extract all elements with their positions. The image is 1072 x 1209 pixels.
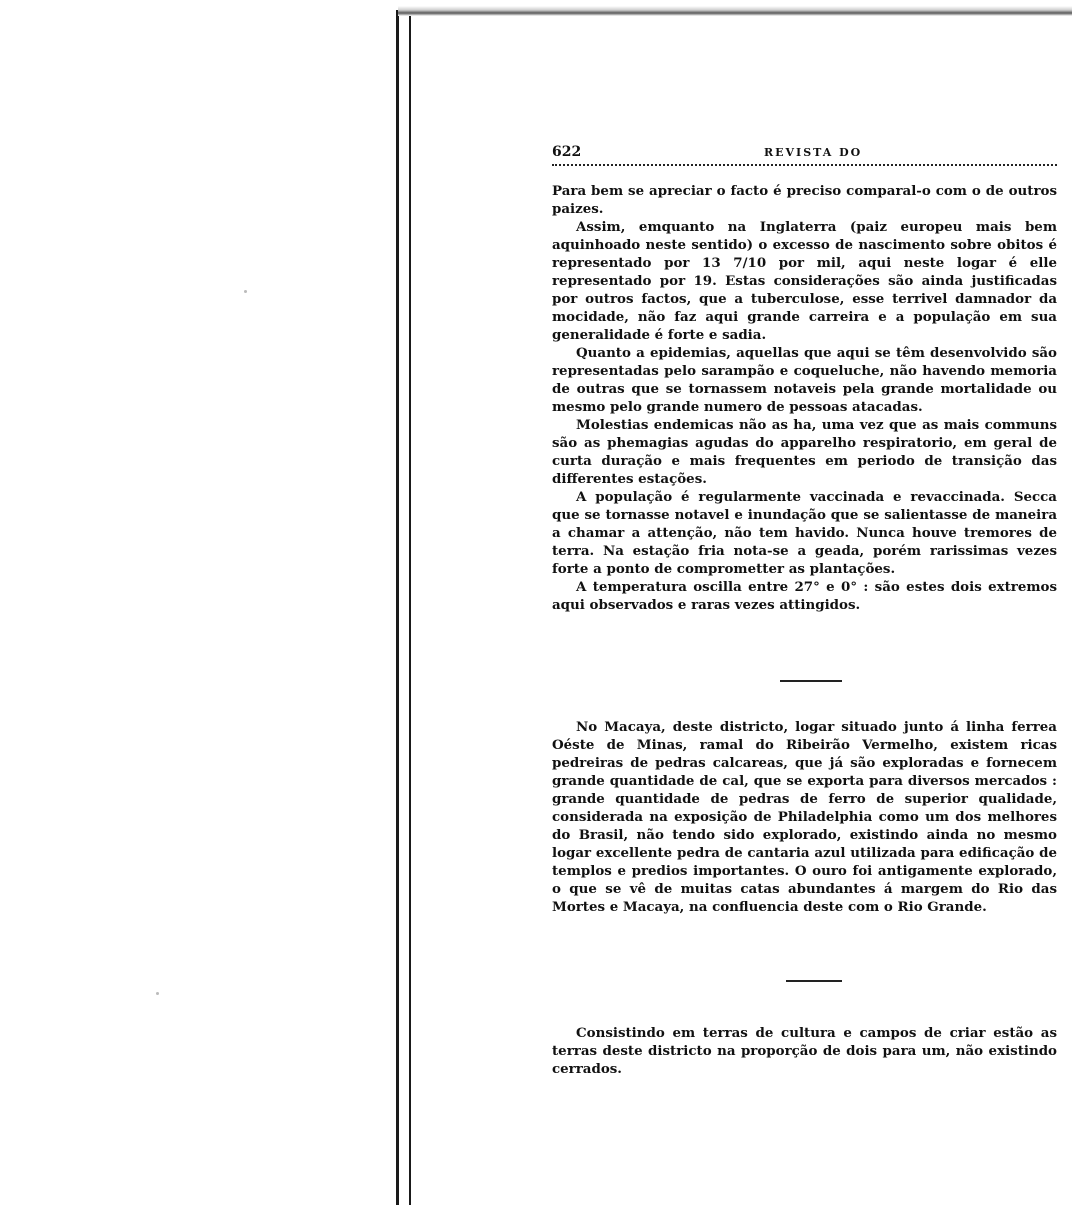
page-top-edge: [398, 6, 1072, 16]
paragraph: A população é regularmente vaccinada e revaccinada. Secca que se tornasse notavel e inundação que se salientasse de maneira a chamar a attenção, não tem havido. Nunca houve tremores de terra. Na estação fria nota-se a geada, porém rarissimas vezes forte a ponto de comprometter as plantações.: [552, 489, 1057, 577]
running-head: REVISTA DO: [764, 146, 863, 159]
header-rule: [552, 164, 1057, 168]
section-divider: [786, 980, 842, 982]
page-binding-edge: [409, 10, 411, 1205]
page-number: 622: [552, 144, 582, 160]
facing-page-margin: [0, 0, 395, 1209]
section-minerals: [552, 718, 1057, 916]
paragraph: Quanto a epidemias, aquellas que aqui se têm desenvolvido são representadas pelo sarampão e coqueluche, não havendo memoria de outras que se tornassem notaveis pela grande mortalidade ou mesmo pelo grande numero de pessoas atacadas.: [552, 345, 1057, 415]
paragraph: Assim, emquanto na Inglaterra (paiz europeu mais bem aquinhoado neste sentido) o excesso de nascimento sobre obitos é representado por 13 7/10 por mil, aqui neste logar é elle representado por 19. Estas considerações são ainda justificadas por outros factos, que a tuberculose, esse terrivel damnador da mocidade, não faz aqui grande carreira e a população em sua generalidade é forte e sadia.: [552, 219, 1057, 343]
paragraph: No Macaya, deste districto, logar situado junto á linha ferrea Oéste de Minas, ramal do Ribeirão Vermelho, existem ricas pedreiras de pedras calcareas, que já são exploradas e fornecem grande quantidade de cal, que se exporta para diversos mercados : grande quantidade de pedras de ferro de superior qualidade, considerada na exposição de Philadelphia como um dos melhores do Brasil, não tendo sido explorado, existindo ainda no mesmo logar excellente pedra de cantaria azul utilizada para edificação de templos e predios importantes. O ouro foi antigamente explorado, o que se vê de muitas catas abundantes á margem do Rio das Mortes e Macaya, na confluencia deste com o Rio Grande.: [552, 719, 1057, 915]
section-health: [552, 182, 1057, 614]
page-binding-edge: [396, 10, 399, 1205]
paper-speck: [244, 290, 247, 293]
page-header: [552, 140, 1060, 160]
paper-speck: [156, 992, 159, 995]
book-page: [552, 140, 1060, 1077]
section-divider: [780, 680, 842, 682]
paragraph: A temperatura oscilla entre 27° e 0° : são estes dois extremos aqui observados e raras vezes attingidos.: [552, 579, 1057, 613]
paragraph: Consistindo em terras de cultura e campos de criar estão as terras deste districto na proporção de dois para um, não existindo cerrados.: [552, 1025, 1057, 1077]
section-land: [552, 1024, 1057, 1078]
paragraph: Molestias endemicas não as ha, uma vez que as mais communs são as phemagias agudas do apparelho respiratorio, em geral de curta duração e mais frequentes em periodo de transição das differentes estações.: [552, 417, 1057, 487]
paragraph: Para bem se apreciar o facto é preciso comparal-o com o de outros paizes.: [552, 183, 1057, 217]
